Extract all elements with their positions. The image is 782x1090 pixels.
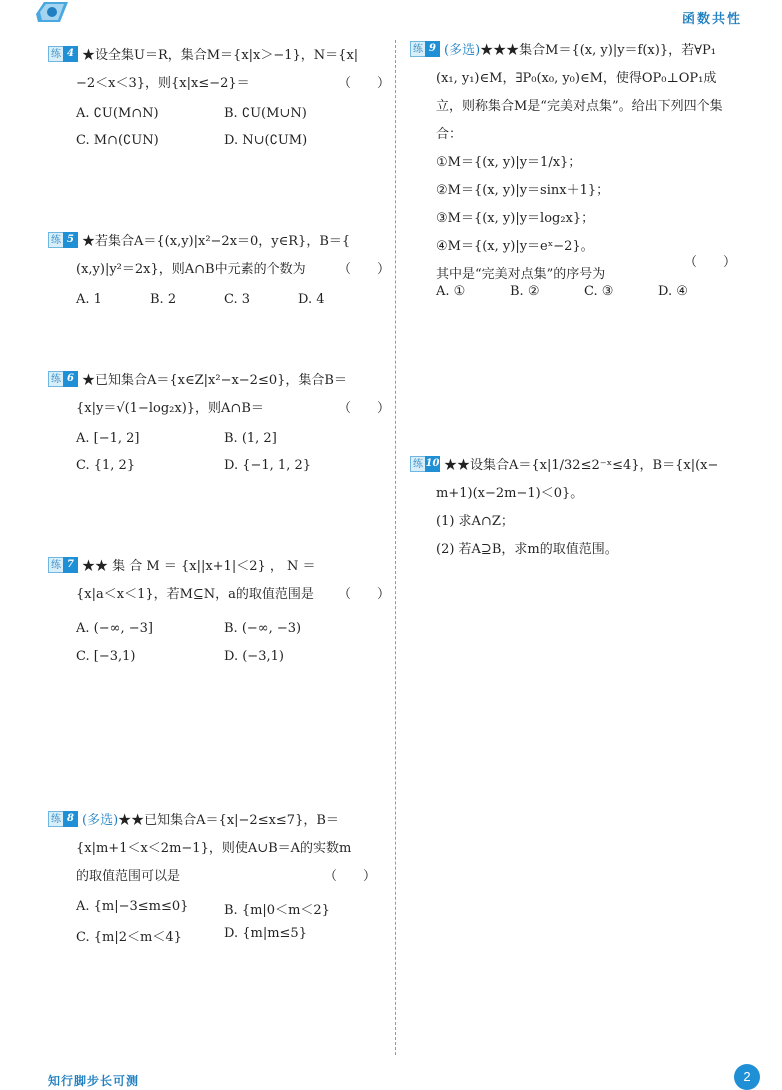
option-b: B. 2 xyxy=(150,292,177,307)
question-text-line2: (x,y)|y²＝2x}，则A∩B中元素的个数为 xyxy=(76,262,306,277)
question-text-line2: {x|m+1＜x＜2m−1}，则使A∪B＝A的实数m xyxy=(76,841,352,856)
answer-paren: （ ） xyxy=(338,262,391,277)
answer-paren: （ ） xyxy=(338,401,391,416)
question-badge: 练 6 xyxy=(48,371,78,387)
question-badge: 练 5 xyxy=(48,232,78,248)
footer-slogan: 知行脚步长可测 xyxy=(48,1074,140,1088)
question-badge: 练 8 xyxy=(48,811,78,827)
question-text-line2: (x₁, y₁)∈M，∃P₀(x₀, y₀)∈M，使得OP₀⊥OP₁成 xyxy=(436,71,717,86)
answer-paren: （ ） xyxy=(338,587,391,602)
question-text-line3: 的取值范围可以是 xyxy=(76,869,181,884)
answer-paren: （ ） xyxy=(324,869,377,884)
question-4 xyxy=(48,42,391,98)
answer-paren: （ ） xyxy=(684,255,737,270)
set-item-2: ②M＝{(x, y)|y＝sinx＋1}； xyxy=(436,183,610,198)
option-c: C. {m|2＜m＜4} xyxy=(76,930,182,945)
set-item-3: ③M＝{(x, y)|y＝log₂x}； xyxy=(436,211,595,226)
option-c: C. ③ xyxy=(584,284,614,299)
option-a: A. 1 xyxy=(76,292,102,307)
option-a: A. [−1, 2] xyxy=(76,431,140,446)
option-c: C. {1, 2} xyxy=(76,458,136,473)
option-b: B. ② xyxy=(510,284,540,299)
question-7 xyxy=(48,553,391,609)
question-text-line1: ★★★集合M＝{(x, y)|y＝f(x)}，若∀P₁ xyxy=(480,43,716,58)
option-c: C. [−3,1) xyxy=(76,649,136,664)
option-c: C. 3 xyxy=(224,292,251,307)
logo-icon xyxy=(34,0,70,26)
question-6 xyxy=(48,367,391,423)
option-d: D. N∪(∁UM) xyxy=(224,133,308,148)
question-text-line2: m+1)(x−2m−1)＜0}。 xyxy=(436,486,584,501)
question-10 xyxy=(410,452,760,564)
header-title: 函数共性 xyxy=(681,12,742,27)
option-a: A. ① xyxy=(436,284,466,299)
question-text-line4: 合： xyxy=(436,127,463,142)
question-badge: 练 10 xyxy=(410,456,440,472)
question-badge: 练 4 xyxy=(48,46,78,62)
option-d: D. 4 xyxy=(298,292,325,307)
column-divider xyxy=(395,40,396,1055)
question-text-line1: ★★设集合A＝{x|1/32≤2⁻ˣ≤4}，B＝{x|(x− xyxy=(444,458,719,473)
question-text-line2: {x|a＜x＜1}，若M⊆N，a的取值范围是 xyxy=(76,587,314,602)
option-b: B. {m|0＜m＜2} xyxy=(224,903,330,918)
option-b: B. (1, 2] xyxy=(224,431,277,446)
option-a: A. ∁U(M∩N) xyxy=(76,106,159,121)
sub-question-2: (2) 若A⊇B，求m的取值范围。 xyxy=(436,542,618,557)
sub-question-1: (1) 求A∩Z； xyxy=(436,514,514,529)
question-text-line5: 其中是“完美对点集”的序号为 xyxy=(436,267,606,282)
question-text-line2: {x|y＝√(1−log₂x)}，则A∩B＝ xyxy=(76,401,264,416)
question-badge: 练 9 xyxy=(410,41,440,57)
option-d: D. (−3,1) xyxy=(224,649,284,664)
multi-select-tag: (多选) xyxy=(444,43,481,58)
option-d: D. ④ xyxy=(658,284,688,299)
option-b: B. (−∞, −3) xyxy=(224,621,302,636)
question-text-line1: ★若集合A＝{(x,y)|x²−2x＝0，y∈R}，B＝{ xyxy=(82,234,351,249)
question-text-line1: ★★已知集合A＝{x|−2≤x≤7}，B＝ xyxy=(118,813,339,828)
question-text-line1: ★★ 集 合 M ＝ {x||x+1|＜2} ， N ＝ xyxy=(82,559,316,574)
option-c: C. M∩(∁UN) xyxy=(76,133,159,148)
set-item-4: ④M＝{(x, y)|y＝eˣ−2}。 xyxy=(436,239,594,254)
question-5 xyxy=(48,228,391,284)
multi-select-tag: (多选) xyxy=(82,813,119,828)
answer-paren: （ ） xyxy=(338,76,391,91)
question-badge: 练 7 xyxy=(48,557,78,573)
page-number: 2 xyxy=(734,1064,760,1090)
option-d: D. {m|m≤5} xyxy=(224,926,307,941)
question-text-line2: −2＜x＜3}，则{x|x≤−2}＝ xyxy=(76,76,250,91)
set-item-1: ①M＝{(x, y)|y＝1/x}； xyxy=(436,155,582,170)
option-b: B. ∁U(M∪N) xyxy=(224,106,307,121)
option-a: A. {m|−3≤m≤0} xyxy=(76,899,189,914)
option-d: D. {−1, 1, 2} xyxy=(224,458,312,473)
question-text-line3: 立，则称集合M是“完美对点集”。给出下列四个集 xyxy=(436,99,723,114)
question-text-line1: ★已知集合A＝{x∈Z|x²−x−2≤0}，集合B＝ xyxy=(82,373,347,388)
option-a: A. (−∞, −3] xyxy=(76,621,153,636)
question-text-line1: ★设全集U＝R，集合M＝{x|x＞−1}，N＝{x| xyxy=(82,48,359,63)
